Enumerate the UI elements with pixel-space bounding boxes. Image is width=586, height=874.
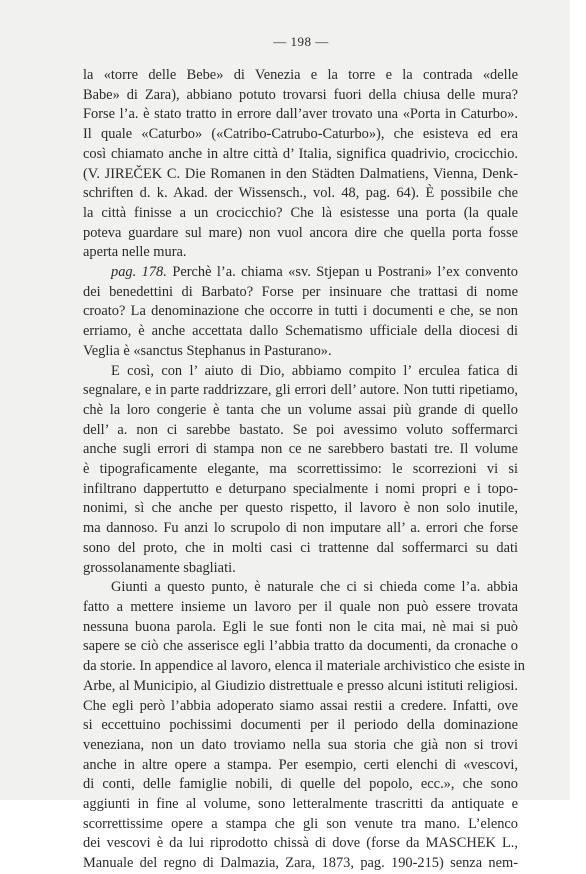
text-line: segnalare, e in parte raddrizzare, gli errori dell’ autore. Non tutti ripetiamo, — [83, 382, 518, 399]
paragraph-1 — [83, 66, 518, 263]
text-line: erriamo, è anche accettata dallo Schematismo ufficiale della diocesi di — [83, 323, 518, 340]
text-line: Giunti a questo punto, è naturale che ci si chieda come l’a. abbia — [111, 579, 518, 596]
text-line: la «torre delle Bebe» di Venezia e la torre e la contrada «delle — [83, 67, 518, 83]
body-text — [83, 66, 525, 874]
text-line: chè la loro congerie è tanta che un volume assai più grande di quello — [83, 401, 518, 418]
paragraph-2 — [83, 263, 518, 362]
text-line-content: Perchè l’a. chiama «sv. Stjepan u Postrani» l’ex convento — [172, 264, 518, 281]
text-line: dei vescovi è da lui riprodotto chissà di dove (forse da MASCHEK L., — [83, 835, 518, 852]
text-line: dell’ a. non ci sarebbe bastato. Se poi avessimo voluto soffermarci — [83, 421, 518, 438]
text-line: grossolanamente sbagliati. — [83, 559, 236, 576]
text-line — [83, 263, 518, 283]
text-line: croato? La denominazione che occorre in tutti i documenti e che, se non — [83, 303, 518, 320]
text-line: Manuale del regno di Dalmazia, Zara, 1873, pag. 190-215) senza nem- — [83, 855, 518, 872]
paragraph-3 — [83, 362, 518, 579]
text-line: scorrettissime opere a stampa che gli son venute tra mano. L’elenco — [83, 815, 518, 832]
page-reference: pag. 178. — [111, 264, 167, 281]
paragraph-4 — [83, 578, 525, 874]
text-line: nonimi, sì che anche per questo rispetto, il lavoro è non solo inutile, — [83, 500, 518, 517]
text-line: anche in altre opere a stampa. Per esempio, certi elenchi di «vescovi, — [83, 756, 518, 773]
text-line: schriften d. k. Akad. der Wissensch., vol. 48, pag. 64). È possibile che — [83, 185, 518, 202]
text-line: sapere se ciò che asserisce egli l’abbia tratto da documenti, da cronache o — [83, 638, 518, 655]
text-line: aggiunti in fine al volume, sono letteralmente trascritti da antiquate e — [83, 796, 518, 813]
text-line: così chiamato anche in altre città d’ Italia, significa quadrivio, crocicchio. — [83, 145, 518, 162]
text-line: Il quale «Caturbo» («Catribo-Catrubo-Caturbo»), che esisteva ed era — [83, 126, 518, 143]
page-number: — 198 — — [273, 34, 329, 49]
text-line: Arbe, al Municipio, al Giudizio distrettuale e presso alcuni istituti religiosi. — [83, 677, 518, 694]
text-line: aperta nelle mura. — [83, 244, 187, 261]
text-line: si eccettuino pochissimi documenti per il periodo della dominazione — [83, 717, 518, 734]
text-line: fatto a mettere insieme un lavoro per il quale non può essere trovata — [83, 598, 518, 615]
text-line: Che egli però l’abbia adoperato siamo assai restii a credere. Infatti, ove — [83, 697, 518, 714]
text-line: dei benedettini di Barbato? Forse per insinuare che trattasi di nome — [83, 283, 518, 300]
text-line: sono del proto, che in molti casi ci trattenne dal soffermarci su dati — [83, 539, 518, 556]
text-line: nessuna buona parola. Egli le sue fonti non le cita mai, nè mai si può — [83, 618, 518, 635]
text-line: ma dannoso. Fu anzi lo scrupolo di non imputare all’ a. errori che forse — [83, 520, 518, 537]
text-line: (V. JIREČEK C. Die Romanen in den Städten Dalmatiens, Vienna, Denk- — [83, 165, 518, 182]
text-line: anche sugli errori di stampa non ce ne sarebbero bastati tre. Il volume — [83, 441, 518, 458]
text-line: Forse l’a. è stato tratto in errore dall’aver trovato una «Porta in Caturbo». — [83, 106, 518, 123]
text-line: E così, con l’ aiuto di Dio, abbiamo compito l’ erculea fatica di — [111, 362, 518, 379]
text-line: da storie. In appendice al lavoro, elenca il materiale archivistico che esiste in — [83, 658, 525, 675]
text-line: poteva guardare sul mare) non vuol ancora dire che quella porta fosse — [83, 224, 518, 241]
text-line: la città finisse a un crocicchio? Che là esistesse una porta (la quale — [83, 204, 518, 221]
text-line: Babe» di Zara), abbiano potuto trovarsi fuori della chiusa delle mura? — [83, 86, 518, 103]
text-line: di conti, delle famiglie nobili, di quelle del popolo, ecc.», che sono — [83, 776, 518, 793]
text-line: infiltrano dappertutto e deturpano specialmente i nomi propri e i topo- — [83, 480, 518, 497]
text-line: veneziana, non un dato troviamo nella sua storia che già non si trovi — [83, 736, 518, 753]
text-line: Veglia è «sanctus Stephanus in Pasturano». — [83, 342, 332, 359]
text-line: è tipograficamente elegante, ma scorrettissimo: le scorrezioni vi si — [83, 461, 518, 478]
